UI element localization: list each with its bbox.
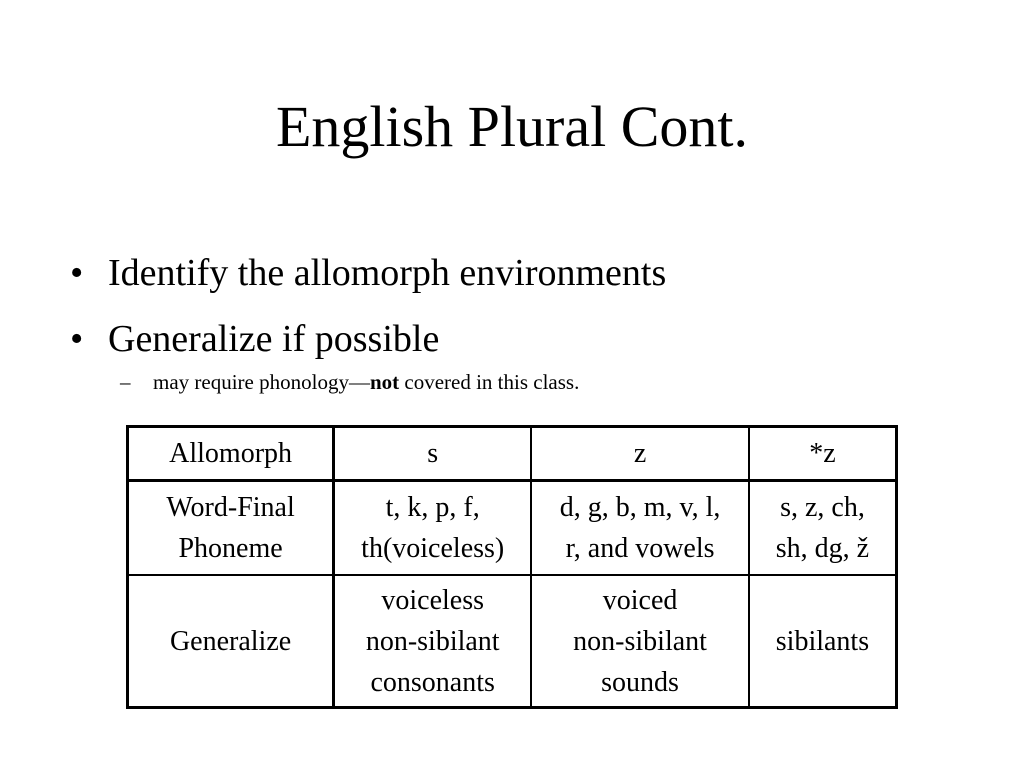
table-cell (531, 481, 749, 576)
bullet-marker: • (70, 252, 84, 294)
bullet-text: Generalize if possible (108, 318, 440, 360)
cell-line: sh, dg, ž (775, 533, 870, 564)
cell-line: voiced (602, 584, 678, 616)
row-label-generalize (128, 575, 334, 708)
cell-line: t, k, p, f, (385, 492, 480, 523)
cell-line: non-sibilant (365, 625, 500, 657)
cell-line: Word-Final (166, 492, 295, 523)
cell-line: s, z, ch, (780, 492, 865, 523)
table-cell (334, 481, 532, 576)
bullet-list (70, 248, 970, 396)
cell-line: Generalize (169, 625, 292, 657)
cell-line: th(voiceless) (361, 533, 505, 564)
row-label-word-final-phoneme (128, 481, 334, 576)
cell-line: d, g, b, m, v, l, (559, 492, 721, 523)
cell-line: non-sibilant (573, 625, 707, 657)
sub-bullet-text-after: covered in this class. (399, 370, 580, 394)
header-cell-allomorph: Allomorph (128, 427, 334, 481)
header-cell-s: s (334, 427, 532, 481)
table-header-row (128, 427, 897, 481)
header-cell-starred-z: *z (749, 427, 897, 481)
bullet-item (70, 314, 970, 364)
cell-line: sounds (601, 666, 679, 698)
sub-bullet-text-before: may require phonology— (153, 370, 370, 394)
table-row (128, 481, 897, 576)
bullet-item (70, 248, 970, 298)
sub-bullet-item (120, 368, 970, 396)
cell-line: Phoneme (178, 533, 283, 564)
sub-bullet-marker: – (120, 370, 131, 394)
table-cell (749, 575, 897, 708)
bullet-text: Identify the allomorph environments (108, 252, 667, 294)
table-row (128, 575, 897, 708)
slide-title: English Plural Cont. (275, 94, 749, 159)
table-cell (334, 575, 532, 708)
cell-line: r, and vowels (565, 533, 715, 564)
table-cell (531, 575, 749, 708)
sub-bullet-bold-word: not (369, 370, 400, 394)
header-cell-z: z (531, 427, 749, 481)
cell-line: consonants (370, 666, 495, 698)
cell-line: sibilants (775, 625, 870, 657)
bullet-marker: • (70, 318, 84, 360)
table-cell (749, 481, 897, 576)
allomorph-table (126, 425, 898, 709)
cell-line: voiceless (381, 584, 485, 616)
